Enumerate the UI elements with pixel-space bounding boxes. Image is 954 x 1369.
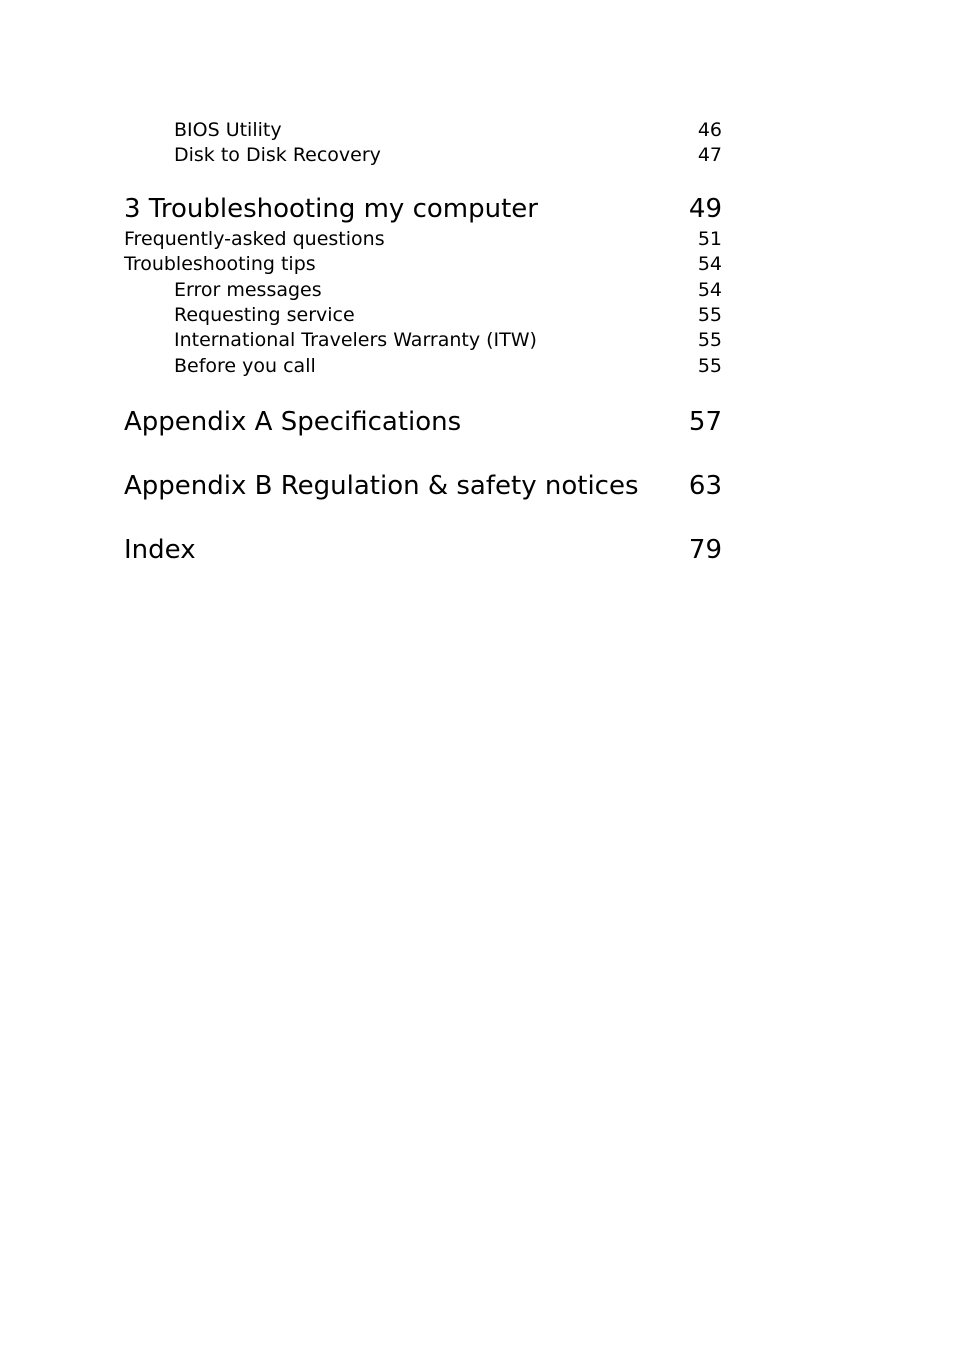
toc-entry-page-number: 55 — [697, 304, 722, 327]
toc-entry-page-number: 54 — [697, 253, 722, 276]
toc-chapter-page-number: 79 — [688, 535, 722, 566]
toc-entry-page-number: 47 — [697, 144, 722, 167]
toc-chapter-appendix-b[interactable] — [124, 468, 722, 504]
toc-entry-page-number: 55 — [697, 354, 722, 377]
toc-entry-page-number: 46 — [697, 119, 722, 141]
toc-chapter-label: 3 Troubleshooting my computer — [124, 193, 538, 224]
spacer — [124, 440, 722, 468]
toc-chapter-label: Index — [124, 535, 196, 566]
toc-chapter-label: Appendix B Regulation & safety notices — [124, 471, 639, 502]
toc-entry-faq[interactable] — [124, 227, 722, 252]
spacer — [124, 379, 722, 404]
toc-entry-label: Disk to Disk Recovery — [174, 144, 381, 167]
table-of-contents — [124, 118, 722, 568]
toc-chapter-index[interactable] — [124, 532, 722, 568]
toc-entry-page-number: 55 — [697, 329, 722, 352]
toc-entry-label: Error messages — [174, 278, 322, 301]
toc-entry-error-messages[interactable] — [124, 278, 722, 303]
toc-entry-label: BIOS Utility — [174, 119, 282, 141]
toc-entry-label: Requesting service — [174, 304, 355, 327]
spacer — [124, 504, 722, 532]
toc-entry-label: International Travelers Warranty (ITW) — [174, 329, 537, 352]
toc-entry-label: Before you call — [174, 354, 316, 377]
toc-entry-label: Troubleshooting tips — [124, 253, 316, 276]
toc-chapter-page-number: 57 — [688, 407, 722, 438]
toc-chapter-appendix-a[interactable] — [124, 404, 722, 440]
toc-entry-page-number: 54 — [697, 278, 722, 301]
toc-entry-requesting-service[interactable] — [124, 303, 722, 328]
toc-chapter-troubleshooting[interactable] — [124, 191, 722, 227]
toc-entry-bios-utility[interactable] — [124, 118, 722, 143]
spacer — [124, 169, 722, 191]
toc-chapter-page-number: 63 — [688, 471, 722, 502]
toc-entry-before-you-call[interactable] — [124, 354, 722, 379]
toc-chapter-page-number: 49 — [688, 193, 722, 224]
toc-chapter-label: Appendix A Specifications — [124, 407, 462, 438]
toc-entry-itw[interactable] — [124, 328, 722, 353]
toc-entry-label: Frequently-asked questions — [124, 227, 385, 250]
toc-entry-troubleshooting-tips[interactable] — [124, 252, 722, 277]
toc-entry-disk-to-disk-recovery[interactable] — [124, 143, 722, 168]
toc-entry-page-number: 51 — [697, 227, 722, 250]
